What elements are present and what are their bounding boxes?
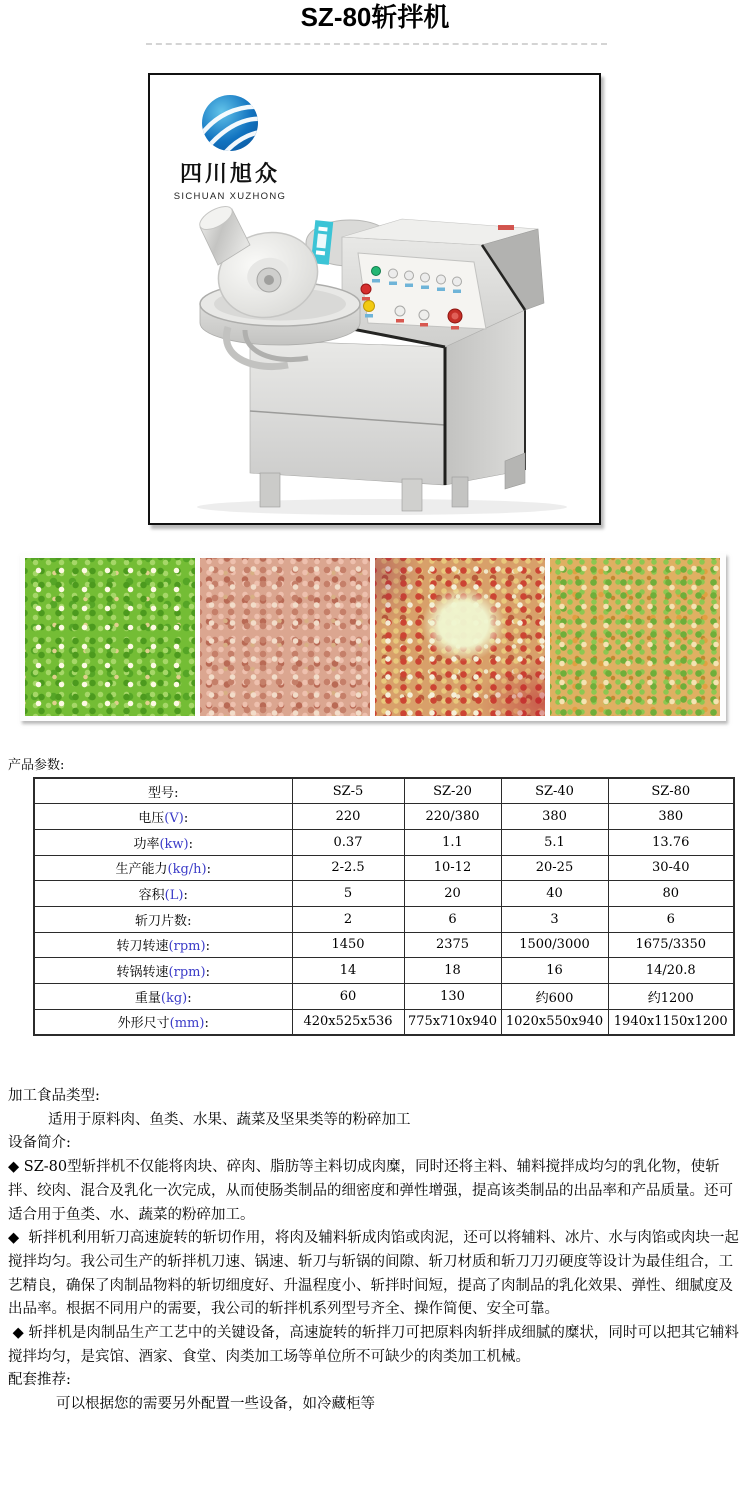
param-value: 1940x1150x1200 [608,1009,734,1035]
param-value: 6 [608,906,734,932]
brand-name-en: SICHUAN XUZHONG [173,191,287,202]
table-row [34,778,734,804]
param-value: 10-12 [404,855,501,881]
param-value: 18 [404,958,501,984]
param-value: 380 [501,804,608,830]
intro-heading: 设备简介: [8,1135,71,1152]
brand-name-cn: 四川旭众 [179,161,280,187]
param-value: 775x710x940 [404,1009,501,1035]
page-title: SZ-80斩拌机 [300,2,450,32]
processing-type-body: 适用于原料肉、鱼类、水果、蔬菜及坚果类等的粉碎加工 [48,1111,411,1128]
param-value: 1450 [292,932,404,958]
param-value: 14 [292,958,404,984]
yellow-button [364,301,375,312]
param-label: 转锅转速(rpm): [34,958,292,984]
food-photo-mixed-filling [375,558,545,716]
food-photo-chopped-greens [25,558,195,716]
param-label: 重量(kg): [34,984,292,1010]
param-value: SZ-20 [404,778,501,804]
param-value: 2 [292,906,404,932]
param-label: 电压(V): [34,804,292,830]
param-label: 容积(L): [34,881,292,907]
params-table [33,777,735,1036]
title-divider [146,43,607,45]
param-value: 6 [404,906,501,932]
param-value: 2375 [404,932,501,958]
param-value: 16 [501,958,608,984]
param-value: 1500/3000 [501,932,608,958]
param-value: 60 [292,984,404,1010]
globe-icon [200,93,260,153]
table-row [34,829,734,855]
param-value: 13.76 [608,829,734,855]
param-value: 130 [404,984,501,1010]
param-value: 20-25 [501,855,608,881]
param-label: 转刀转速(rpm): [34,932,292,958]
param-value: SZ-5 [292,778,404,804]
param-value: 5.1 [501,829,608,855]
param-value: 80 [608,881,734,907]
param-label: 生产能力(kg/h): [34,855,292,881]
intro-bullet-1: ◆ SZ-80型斩拌机不仅能将肉块、碎肉、脂肪等主料切成肉糜，同时还将主料、辅料搅拌成均匀的乳化物，使斩拌、绞肉、混合及乳化一次完成，从而使肠类制品的细密度和弹性增强，提高该类制品的出品率和产品质量。还可适合用于鱼类、水、蔬菜的粉碎加工。 [8,1159,733,1223]
accessory-heading: 配套推荐: [8,1372,71,1389]
param-value: 1020x550x940 [501,1009,608,1035]
accessory-body: 可以根据您的需要另外配置一些设备，如冷藏柜等 [56,1396,375,1413]
param-label: 型号: [34,778,292,804]
param-value: 20 [404,881,501,907]
param-value: SZ-40 [501,778,608,804]
table-row [34,881,734,907]
food-photo-minced-meat [200,558,370,716]
table-row [34,984,734,1010]
param-label: 斩刀片数: [34,906,292,932]
param-value: 1.1 [404,829,501,855]
table-row [34,855,734,881]
green-button [372,267,381,276]
red-button [361,284,371,294]
table-row [34,958,734,984]
brand-logo [172,93,288,202]
product-image-frame [148,73,601,525]
params-heading: 产品参数: [8,758,65,773]
param-value: SZ-80 [608,778,734,804]
param-value: 220 [292,804,404,830]
param-value: 40 [501,881,608,907]
food-photo-diced-vegetables [550,558,720,716]
param-label: 外形尺寸(mm): [34,1009,292,1035]
param-value: 约600 [501,984,608,1010]
param-value: 1675/3350 [608,932,734,958]
processing-type-heading: 加工食品类型: [8,1088,100,1104]
table-row [34,932,734,958]
table-row [34,804,734,830]
table-row [34,906,734,932]
param-value: 3 [501,906,608,932]
param-value: 380 [608,804,734,830]
description-section [8,1085,745,1417]
param-value: 5 [292,881,404,907]
param-value: 2-2.5 [292,855,404,881]
param-value: 30-40 [608,855,734,881]
param-value: 约1200 [608,984,734,1010]
param-value: 420x525x536 [292,1009,404,1035]
food-gallery [20,553,726,721]
intro-bullet-3: ◆ 斩拌机是肉制品生产工艺中的关键设备，高速旋转的斩拌刀可把原料肉斩拌成细腻的糜状，同时可以把其它辅料搅拌均匀，是宾馆、酒家、食堂、肉类加工场等单位所不可缺少的肉类加工机械。 [8,1325,739,1365]
param-value: 14/20.8 [608,958,734,984]
param-label: 功率(kw): [34,829,292,855]
param-value: 220/380 [404,804,501,830]
intro-bullet-2: ◆ 斩拌机利用斩刀高速旋转的斩切作用，将肉及辅料斩成肉馅或肉泥，还可以将辅料、冰片、水与肉馅或肉块一起搅拌均匀。我公司生产的斩拌机刀速、锅速、斩刀与斩锅的间隙、斩刀材质和斩刀刀刃硬度等设计为最佳组合，工艺精良，确保了肉制品物料的斩切细度好、升温程度小、斩拌时间短，提高了肉制品的乳化效果、弹性、细腻度及出品率。根据不同用户的需要，我公司的斩拌机系列型号齐全、操作简便、安全可靠。 [8,1230,739,1318]
table-row [34,1009,734,1035]
param-value: 0.37 [292,829,404,855]
